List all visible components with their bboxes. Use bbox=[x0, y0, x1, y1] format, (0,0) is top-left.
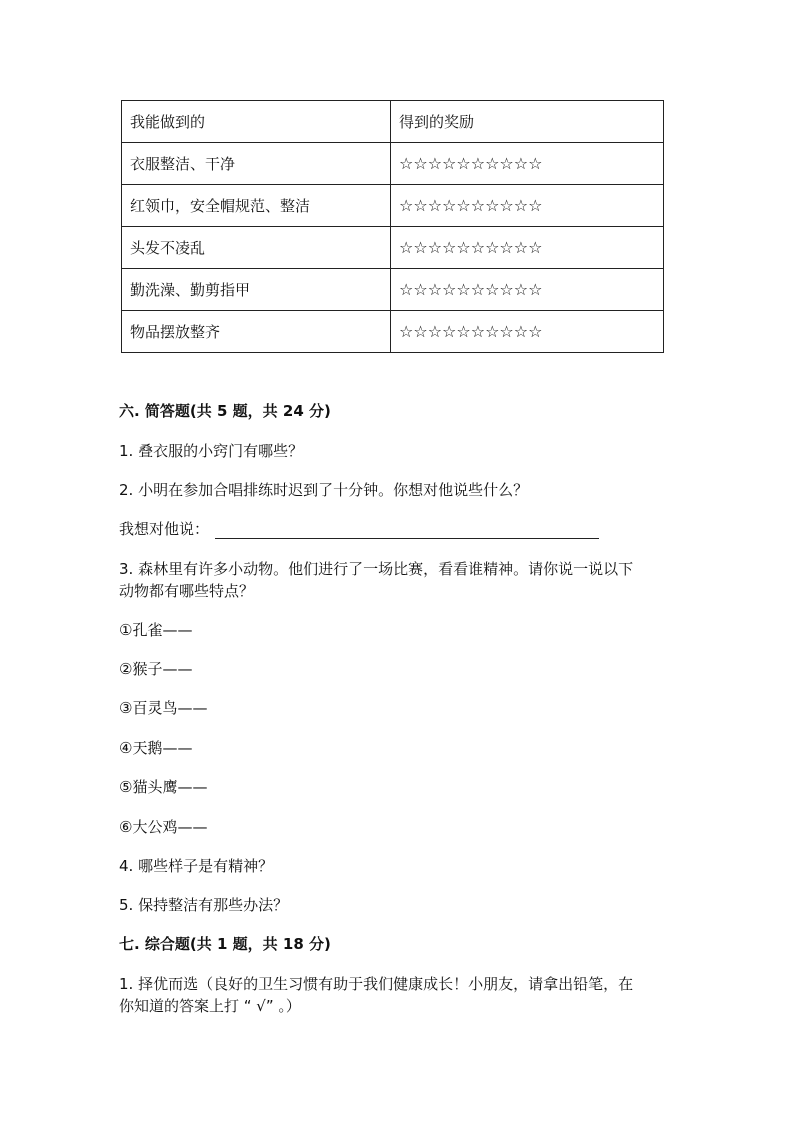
question-4: 4. 哪些样子是有精神？ bbox=[119, 857, 274, 875]
row-stars: ☆☆☆☆☆☆☆☆☆☆ bbox=[391, 227, 664, 269]
animal-item: ③百灵鸟—— bbox=[119, 699, 208, 717]
section-7-title: 七. 综合题(共 1 题，共 18 分) bbox=[119, 935, 331, 953]
table-row bbox=[122, 311, 664, 353]
reward-table bbox=[121, 100, 664, 353]
row-item: 红领巾，安全帽规范、整洁 bbox=[122, 185, 391, 227]
row-stars: ☆☆☆☆☆☆☆☆☆☆ bbox=[391, 143, 664, 185]
question-2: 2. 小明在参加合唱排练时迟到了十分钟。你想对他说些什么？ bbox=[119, 481, 529, 499]
answer-prompt: 我想对他说： bbox=[119, 520, 210, 538]
animal-item: ④天鹅—— bbox=[119, 739, 193, 757]
table-row bbox=[122, 185, 664, 227]
question-3-line-1: 3. 森林里有许多小动物。他们进行了一场比赛，看看谁精神。请你说一说以下 bbox=[119, 560, 634, 578]
animal-item: ①孔雀—— bbox=[119, 621, 193, 639]
section-7-question-1-line-1: 1. 择优而选（良好的卫生习惯有助于我们健康成长！小朋友，请拿出铅笔，在 bbox=[119, 975, 634, 993]
row-stars: ☆☆☆☆☆☆☆☆☆☆ bbox=[391, 185, 664, 227]
question-1: 1. 叠衣服的小窍门有哪些？ bbox=[119, 442, 304, 460]
animal-item: ⑥大公鸡—— bbox=[119, 818, 208, 836]
question-5: 5. 保持整洁有那些办法？ bbox=[119, 896, 289, 914]
header-reward: 得到的奖励 bbox=[391, 101, 664, 143]
header-can-do: 我能做到的 bbox=[122, 101, 391, 143]
row-item: 物品摆放整齐 bbox=[122, 311, 391, 353]
row-item: 勤洗澡、勤剪指甲 bbox=[122, 269, 391, 311]
table-row bbox=[122, 143, 664, 185]
animal-item: ⑤猫头鹰—— bbox=[119, 778, 208, 796]
animal-item: ②猴子—— bbox=[119, 660, 193, 678]
row-stars: ☆☆☆☆☆☆☆☆☆☆ bbox=[391, 269, 664, 311]
section-7-question-1-line-2: 你知道的答案上打 “ √” 。） bbox=[119, 997, 301, 1015]
question-3-line-2: 动物都有哪些特点？ bbox=[119, 582, 255, 600]
table-header-row bbox=[122, 101, 664, 143]
answer-line-row bbox=[119, 518, 599, 539]
answer-blank[interactable] bbox=[215, 522, 599, 539]
section-6-title: 六. 简答题(共 5 题，共 24 分) bbox=[119, 402, 331, 420]
row-item: 头发不凌乱 bbox=[122, 227, 391, 269]
row-stars: ☆☆☆☆☆☆☆☆☆☆ bbox=[391, 311, 664, 353]
row-item: 衣服整洁、干净 bbox=[122, 143, 391, 185]
table-row bbox=[122, 227, 664, 269]
table-row bbox=[122, 269, 664, 311]
